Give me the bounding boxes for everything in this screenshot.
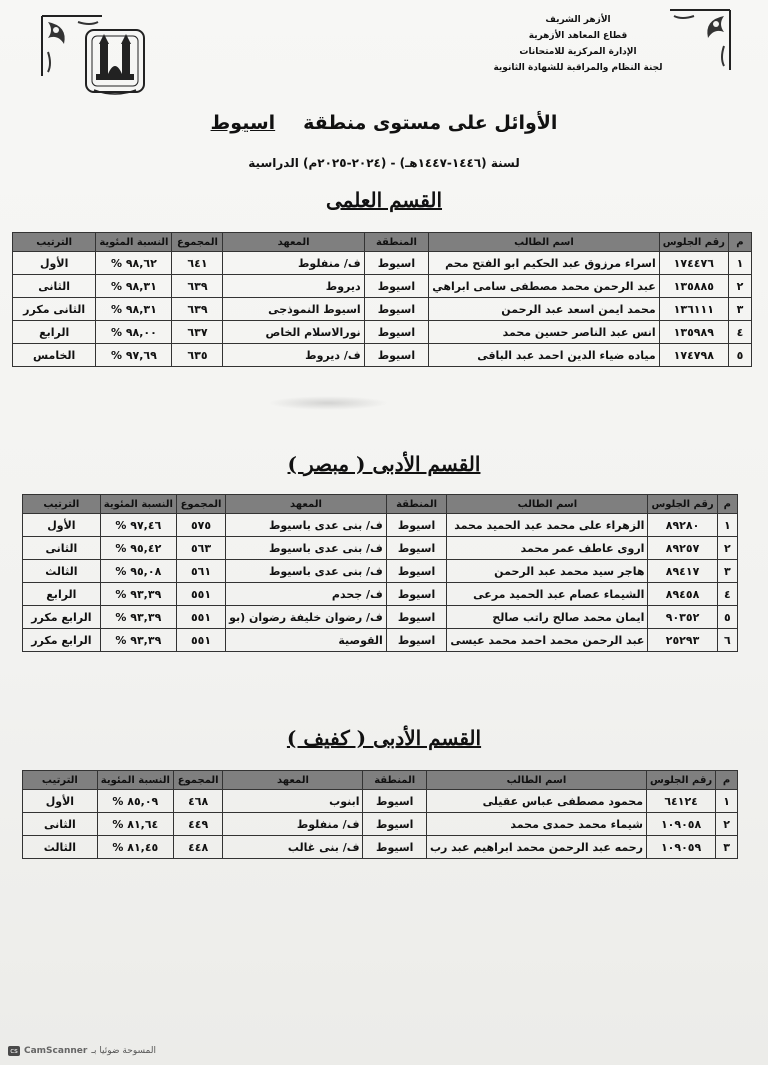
cell-rank: الثالث xyxy=(23,836,98,859)
col-header: المنطقة xyxy=(386,495,446,514)
table-row xyxy=(13,321,752,344)
table-row xyxy=(23,836,738,859)
section-title-literary-blind: القسم الأدبى ( كفيف ) xyxy=(286,726,482,750)
cell-seat: ٩٠٣٥٢ xyxy=(648,606,717,629)
cell-percent: ٨١,٤٥ % xyxy=(97,836,173,859)
cell-percent: ٩٥,٤٢ % xyxy=(100,537,176,560)
cell-institute: ف/ جحدم xyxy=(226,583,387,606)
cell-name: رحمه عبد الرحمن محمد ابراهيم عبد رب xyxy=(426,836,646,859)
header-line: قطاع المعاهد الأزهرية xyxy=(528,31,628,41)
cell-percent: ٩٥,٠٨ % xyxy=(100,560,176,583)
table-row xyxy=(13,298,752,321)
cell-idx: ٣ xyxy=(717,560,737,583)
region-name: اسيوط xyxy=(210,112,276,134)
col-header: المجموع xyxy=(176,495,225,514)
cell-rank: الثالث xyxy=(23,560,101,583)
cell-institute: نورالاسلام الخاص xyxy=(223,321,364,344)
issuing-authority xyxy=(458,12,698,76)
scanner-watermark xyxy=(8,1046,156,1056)
cell-idx: ٤ xyxy=(717,583,737,606)
col-header: الترتيب xyxy=(23,495,101,514)
title-text: الأوائل على مستوى منطقة xyxy=(303,112,558,134)
cell-institute: ابنوب xyxy=(223,790,363,813)
cell-total: ٥٥١ xyxy=(176,606,225,629)
cell-region: اسيوط xyxy=(364,298,429,321)
table-row xyxy=(13,344,752,367)
page-title xyxy=(0,112,768,134)
cell-region: اسيوط xyxy=(386,514,446,537)
table-header-row xyxy=(23,771,738,790)
cell-idx: ١ xyxy=(717,514,737,537)
cell-name: مياده ضياء الدين احمد عبد الباقى xyxy=(429,344,660,367)
cell-total: ٦٣٩ xyxy=(172,275,223,298)
col-header: النسبة المئوية xyxy=(97,771,173,790)
cell-rank: الرابع مكرر xyxy=(23,606,101,629)
cell-rank: الخامس xyxy=(13,344,96,367)
table-row xyxy=(23,537,738,560)
cell-rank: الثانى xyxy=(13,275,96,298)
cell-institute: ف/ منفلوط xyxy=(223,813,363,836)
cell-region: اسيوط xyxy=(386,606,446,629)
cell-region: اسيوط xyxy=(364,252,429,275)
cell-idx: ١ xyxy=(716,790,738,813)
col-header: المعهد xyxy=(223,771,363,790)
cell-institute: ف/ بنى عدى باسيوط xyxy=(226,560,387,583)
col-header: رقم الجلوس xyxy=(647,771,716,790)
cell-name: الزهراء على محمد عبد الحميد محمد xyxy=(447,514,648,537)
cell-idx: ١ xyxy=(728,252,751,275)
cell-institute: ف/ منفلوط xyxy=(223,252,364,275)
cell-seat: ١٣٥٨٨٥ xyxy=(659,275,728,298)
cell-region: اسيوط xyxy=(363,836,426,859)
cell-idx: ٢ xyxy=(716,813,738,836)
results-table-literary-blind xyxy=(22,770,738,859)
cell-percent: ٩٧,٤٦ % xyxy=(100,514,176,537)
col-header: م xyxy=(716,771,738,790)
cell-idx: ٤ xyxy=(728,321,751,344)
cell-institute: اسيوط النموذجى xyxy=(223,298,364,321)
col-header: النسبة المئوية xyxy=(100,495,176,514)
cell-rank: الثانى مكرر xyxy=(13,298,96,321)
watermark-text: المسوحة ضوئيا بـ xyxy=(91,1046,156,1056)
cell-region: اسيوط xyxy=(364,275,429,298)
cell-percent: ٩٣,٣٩ % xyxy=(100,606,176,629)
academic-year: لسنة (١٤٤٦-١٤٤٧هـ) - (٢٠٢٤-٢٠٢٥م) الدراسية xyxy=(248,156,520,170)
cell-idx: ٣ xyxy=(728,298,751,321)
table-row xyxy=(13,252,752,275)
cell-region: اسيوط xyxy=(363,813,426,836)
col-header: رقم الجلوس xyxy=(659,233,728,252)
cell-total: ٥٥١ xyxy=(176,629,225,652)
cell-institute: ف/ بنى غالب xyxy=(223,836,363,859)
cell-percent: ٩٧,٦٩ % xyxy=(96,344,172,367)
cell-name: شيماء محمد حمدى محمد xyxy=(426,813,646,836)
cell-total: ٥٦١ xyxy=(176,560,225,583)
cell-name: عبد الرحمن محمد مصطفى سامى ابراهي xyxy=(429,275,660,298)
cell-region: اسيوط xyxy=(386,583,446,606)
cell-region: اسيوط xyxy=(363,790,426,813)
col-header: اسم الطالب xyxy=(429,233,660,252)
cell-idx: ٢ xyxy=(717,537,737,560)
table-row xyxy=(23,514,738,537)
header-line: الأزهر الشريف xyxy=(545,15,611,25)
cell-seat: ١٣٦١١١ xyxy=(659,298,728,321)
cell-institute: ف/ رضوان خليفة رضوان (بو xyxy=(226,606,387,629)
col-header: الترتيب xyxy=(23,771,98,790)
cell-institute: ف/ ديروط xyxy=(223,344,364,367)
col-header: اسم الطالب xyxy=(426,771,646,790)
cell-rank: الرابع xyxy=(13,321,96,344)
cell-rank: الثانى xyxy=(23,537,101,560)
cell-seat: ١٧٤٧٩٨ xyxy=(659,344,728,367)
cell-rank: الأول xyxy=(23,514,101,537)
cell-percent: ٩٨,٣١ % xyxy=(96,275,172,298)
cell-percent: ٩٨,٠٠ % xyxy=(96,321,172,344)
cell-total: ٤٤٨ xyxy=(173,836,223,859)
cell-institute: ف/ بنى عدى باسيوط xyxy=(226,537,387,560)
col-header: م xyxy=(728,233,751,252)
cell-name: ايمان محمد صالح راتب صالح xyxy=(447,606,648,629)
cell-name: هاجر سيد محمد عبد الرحمن xyxy=(447,560,648,583)
cell-rank: الرابع xyxy=(23,583,101,606)
cell-seat: ٨٩٢٥٧ xyxy=(648,537,717,560)
cell-institute: القوصية xyxy=(226,629,387,652)
cell-idx: ٢ xyxy=(728,275,751,298)
cell-region: اسيوط xyxy=(386,560,446,583)
table-row xyxy=(13,275,752,298)
col-header: المنطقة xyxy=(363,771,426,790)
cell-name: اسراء مرزوق عبد الحكيم ابو الفتح محم xyxy=(429,252,660,275)
cell-total: ٦٣٧ xyxy=(172,321,223,344)
cell-institute: ديروط xyxy=(223,275,364,298)
cell-idx: ٣ xyxy=(716,836,738,859)
scan-smudge xyxy=(268,396,388,410)
results-table-science xyxy=(12,232,752,367)
col-header: المجموع xyxy=(173,771,223,790)
cell-percent: ٩٣,٣٩ % xyxy=(100,629,176,652)
cell-name: انس عبد الناصر حسين محمد xyxy=(429,321,660,344)
cell-name: محمد ايمن اسعد عبد الرحمن xyxy=(429,298,660,321)
cell-idx: ٥ xyxy=(728,344,751,367)
col-header: رقم الجلوس xyxy=(648,495,717,514)
cell-name: اروى عاطف عمر محمد xyxy=(447,537,648,560)
cell-rank: الثانى xyxy=(23,813,98,836)
col-header: م xyxy=(717,495,737,514)
table-header-row xyxy=(23,495,738,514)
cell-total: ٥٥١ xyxy=(176,583,225,606)
table-row xyxy=(23,790,738,813)
cell-rank: الرابع مكرر xyxy=(23,629,101,652)
col-header: المنطقة xyxy=(364,233,429,252)
cell-total: ٤٦٨ xyxy=(173,790,223,813)
header-line: لجنة النظام والمراقبة للشهادة الثانوية xyxy=(493,63,663,73)
cell-seat: ١٠٩٠٥٩ xyxy=(647,836,716,859)
cell-rank: الأول xyxy=(13,252,96,275)
cell-total: ٥٧٥ xyxy=(176,514,225,537)
cell-name: محمود مصطفى عباس عقيلى xyxy=(426,790,646,813)
cell-seat: ٢٥٢٩٣ xyxy=(648,629,717,652)
cell-institute: ف/ بنى عدى باسيوط xyxy=(226,514,387,537)
cell-seat: ٨٩٤١٧ xyxy=(648,560,717,583)
table-header-row xyxy=(13,233,752,252)
cell-total: ٥٦٣ xyxy=(176,537,225,560)
cell-percent: ٨١,٦٤ % xyxy=(97,813,173,836)
cell-region: اسيوط xyxy=(386,537,446,560)
cell-idx: ٥ xyxy=(717,606,737,629)
table-row xyxy=(23,583,738,606)
cell-percent: ٩٨,٦٢ % xyxy=(96,252,172,275)
cell-seat: ٦٤١٢٤ xyxy=(647,790,716,813)
col-header: النسبة المئوية xyxy=(96,233,172,252)
cell-percent: ٩٣,٣٩ % xyxy=(100,583,176,606)
cell-name: الشيماء عصام عبد الحميد مرعى xyxy=(447,583,648,606)
table-row xyxy=(23,629,738,652)
camscanner-logo-icon: cs xyxy=(8,1046,20,1056)
table-row xyxy=(23,560,738,583)
cell-name: عبد الرحمن محمد احمد محمد عيسى xyxy=(447,629,648,652)
cell-idx: ٦ xyxy=(717,629,737,652)
cell-seat: ٨٩٤٥٨ xyxy=(648,583,717,606)
cell-rank: الأول xyxy=(23,790,98,813)
col-header: الترتيب xyxy=(13,233,96,252)
table-row xyxy=(23,606,738,629)
cell-seat: ٨٩٢٨٠ xyxy=(648,514,717,537)
cell-total: ٤٤٩ xyxy=(173,813,223,836)
section-title-literary-sighted: القسم الأدبى ( مبصر ) xyxy=(287,452,481,476)
cell-total: ٦٣٥ xyxy=(172,344,223,367)
cell-percent: ٩٨,٣١ % xyxy=(96,298,172,321)
watermark-app: CamScanner xyxy=(24,1046,88,1056)
cell-percent: ٨٥,٠٩ % xyxy=(97,790,173,813)
section-title-science: القسم العلمى xyxy=(325,188,443,212)
cell-region: اسيوط xyxy=(364,321,429,344)
cell-total: ٦٤١ xyxy=(172,252,223,275)
cell-seat: ١٣٥٩٨٩ xyxy=(659,321,728,344)
cell-region: اسيوط xyxy=(386,629,446,652)
table-row xyxy=(23,813,738,836)
cell-seat: ١٠٩٠٥٨ xyxy=(647,813,716,836)
col-header: المعهد xyxy=(226,495,387,514)
col-header: المجموع xyxy=(172,233,223,252)
results-table-literary-sighted xyxy=(22,494,738,652)
cell-seat: ١٧٤٤٧٦ xyxy=(659,252,728,275)
cell-region: اسيوط xyxy=(364,344,429,367)
header-line: الإدارة المركزية للامتحانات xyxy=(519,47,637,57)
al-azhar-logo-icon xyxy=(82,22,148,100)
col-header: المعهد xyxy=(223,233,364,252)
col-header: اسم الطالب xyxy=(447,495,648,514)
cell-total: ٦٣٩ xyxy=(172,298,223,321)
